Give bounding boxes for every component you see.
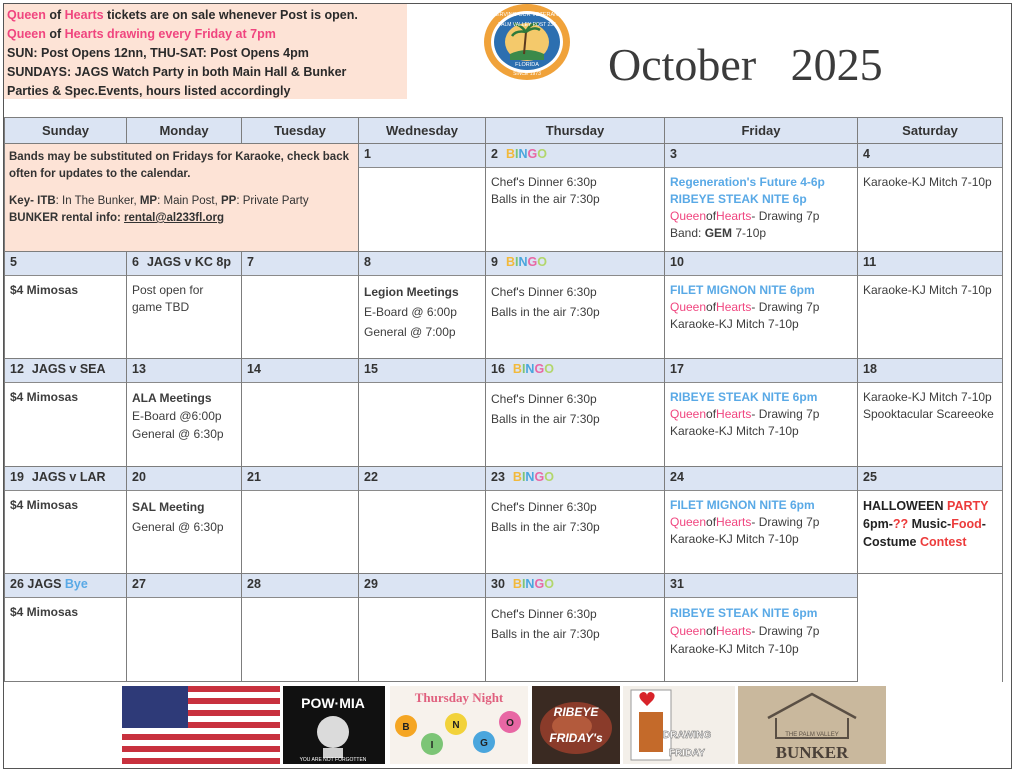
day-cell-7: 7 (242, 252, 359, 359)
queen-of-hearts-line: QueenofHearts- Drawing 7p (670, 624, 820, 638)
day-cell-17: 17 RIBEYE STEAK NITE 6pm QueenofHearts- Drawing 7p Karaoke-KJ Mitch 7-10p (665, 359, 858, 467)
day-cell-16: 16 BINGO Chef's Dinner 6:30p Balls in the air 7:30p (486, 359, 665, 467)
svg-text:I: I (430, 740, 434, 751)
bingo-label: BINGO (512, 470, 554, 484)
day-cell-6: 6 JAGS v KC 8p Post open for game TBD (127, 252, 242, 359)
day-cell-10: 10 FILET MIGNON NITE 6pm QueenofHearts- Drawing 7p Karaoke-KJ Mitch 7-10p (665, 252, 858, 359)
day-cell-1: 1 (359, 144, 486, 252)
rental-email-link[interactable]: rental@al233fl.org (124, 212, 225, 224)
info-rental-line: BUNKER rental info: rental@al233fl.org (9, 212, 225, 224)
svg-text:O: O (506, 718, 514, 729)
ribeye-friday-image (532, 686, 620, 764)
day-cell-14: 14 (242, 359, 359, 467)
palm-valley-bunker-image (738, 686, 886, 764)
bingo-label: BINGO (505, 147, 547, 161)
day-cell-25: 25 HALLOWEEN PARTY 6pm-?? Music-Food- Costume Contest (858, 467, 1003, 574)
queen-of-hearts-line: QueenofHearts- Drawing 7p (670, 209, 820, 223)
pow-mia-image (283, 686, 385, 764)
queen-of-hearts-line: QueenofHearts- Drawing 7p (670, 407, 820, 421)
day-cell-11: 11 Karaoke-KJ Mitch 7-10p (858, 252, 1003, 359)
svg-text:G: G (480, 738, 488, 749)
day-cell-30: 30 BINGO Chef's Dinner 6:30p Balls in the air 7:30p (486, 574, 665, 682)
powmia-subtext: YOU ARE NOT FORGOTTEN (299, 757, 367, 763)
day-cell-13: 13 ALA Meetings E-Board @6:00p General @ 6:30p (127, 359, 242, 467)
drawing-image-line-2: FRIDAY (668, 748, 706, 759)
ribeye-image-line-1: RIBEYE (553, 705, 599, 719)
day-cell-4: 4 Karaoke-KJ Mitch 7-10p (858, 144, 1003, 252)
day-header-monday: Monday (127, 118, 242, 144)
seal-top-text: SERVING OUR VETERANS (492, 12, 562, 18)
info-line-1: Bands may be substituted on Fridays for Karaoke, check back (9, 151, 349, 163)
day-cell-8: 8 Legion Meetings E-Board @ 6:00p General @ 7:00p (359, 252, 486, 359)
notice-box (4, 4, 407, 99)
calendar-grid (4, 117, 1003, 682)
day-cell-2: 2 BINGO Chef's Dinner 6:30p Balls in the air 7:30p (486, 144, 665, 252)
bunker-big-text: BUNKER (775, 743, 849, 762)
day-cell-3: 3 Regeneration's Future 4-6p RIBEYE STEAK NITE 6p QueenofHearts- Drawing 7p Band: GEM 7-10p (665, 144, 858, 252)
day-cell-29: 29 (359, 574, 486, 682)
day-cell-31: 31 RIBEYE STEAK NITE 6pm QueenofHearts- Drawing 7p Karaoke-KJ Mitch 7-10p (665, 574, 858, 682)
notice-line-1: Queen of Hearts tickets are on sale whenever Post is open. (7, 8, 358, 22)
thursday-bingo-image (390, 686, 528, 764)
info-key-line: Key- ITB: In The Bunker, MP: Main Post, PP: Private Party (9, 195, 309, 207)
drawing-image-line-1: DRAWING (662, 730, 712, 741)
day-cell-12: 12 JAGS v SEA $4 Mimosas (5, 359, 127, 467)
day-cell-24: 24 FILET MIGNON NITE 6pm QueenofHearts- Drawing 7p Karaoke-KJ Mitch 7-10p (665, 467, 858, 574)
day-cell-27: 27 (127, 574, 242, 682)
day-cell-20: 20 SAL Meeting General @ 6:30p (127, 467, 242, 574)
info-cell (5, 144, 359, 252)
day-cell-26: 26 JAGS Bye $4 Mimosas (5, 574, 127, 682)
page-title (608, 38, 883, 91)
day-cell-18: 18 Karaoke-KJ Mitch 7-10p Spooktacular Scareeoke (858, 359, 1003, 467)
day-cell-9: 9 BINGO Chef's Dinner 6:30p Balls in the air 7:30p (486, 252, 665, 359)
ribeye-image-line-2: FRIDAY's (549, 731, 603, 745)
day-header-wednesday: Wednesday (359, 118, 486, 144)
queen-drawing-image (623, 686, 735, 764)
day-header-friday: Friday (665, 118, 858, 144)
notice-line-4: SUNDAYS: JAGS Watch Party in both Main Hall & Bunker (7, 65, 347, 79)
seal-state-text: FLORIDA (515, 62, 539, 68)
title-year: 2025 (790, 39, 883, 90)
empty-cell (858, 574, 1003, 682)
bottom-banner (4, 682, 1003, 766)
info-line-2: often for updates to the calendar. (9, 168, 191, 180)
svg-text:N: N (452, 720, 460, 731)
notice-line-2: Queen of Hearts drawing every Friday at 7pm (7, 27, 276, 41)
queen-of-hearts-line: QueenofHearts- Drawing 7p (670, 515, 820, 529)
title-month: October (608, 39, 757, 90)
bingo-label: BINGO (512, 362, 554, 376)
day-cell-5: 5 $4 Mimosas (5, 252, 127, 359)
seal-middle-text: PALM VALLEY POST 233 (498, 22, 556, 28)
day-header-saturday: Saturday (858, 118, 1003, 144)
seal-since-text: SINCE 1973 (513, 71, 541, 77)
bingo-label: BINGO (512, 577, 554, 591)
queen-of-hearts-line: QueenofHearts- Drawing 7p (670, 300, 820, 314)
day-header-tuesday: Tuesday (242, 118, 359, 144)
day-cell-21: 21 (242, 467, 359, 574)
day-cell-19: 19 JAGS v LAR $4 Mimosas (5, 467, 127, 574)
notice-line-3: SUN: Post Opens 12nn, THU-SAT: Post Opens 4pm (7, 46, 309, 60)
day-cell-28: 28 (242, 574, 359, 682)
bingo-label: BINGO (505, 255, 547, 269)
powmia-text: POW·MIA (301, 695, 365, 711)
post-seal-logo (482, 2, 572, 82)
day-cell-22: 22 (359, 467, 486, 574)
bingo-image-title: Thursday Night (414, 690, 504, 705)
svg-text:B: B (402, 722, 410, 733)
day-cell-15: 15 (359, 359, 486, 467)
day-header-thursday: Thursday (486, 118, 665, 144)
day-cell-23: 23 BINGO Chef's Dinner 6:30p Balls in the air 7:30p (486, 467, 665, 574)
american-flag-image (122, 686, 280, 764)
bunker-small-text: THE PALM VALLEY (785, 732, 839, 738)
day-header-sunday: Sunday (5, 118, 127, 144)
notice-line-5: Parties & Spec.Events, hours listed accordingly (7, 84, 291, 98)
